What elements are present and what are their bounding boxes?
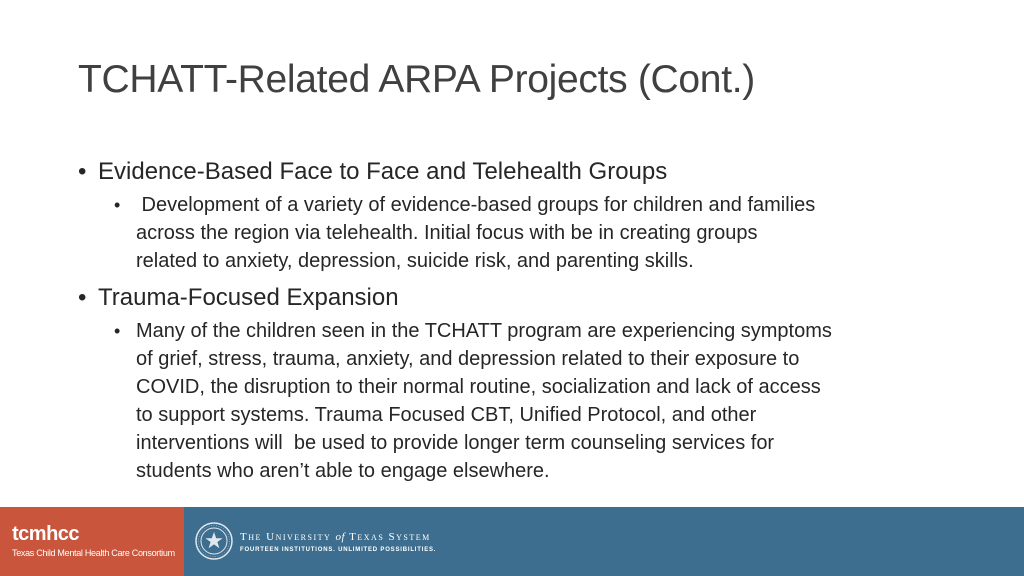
sub-bullet-line: related to anxiety, depression, suicide risk, and parenting skills. bbox=[136, 250, 694, 272]
sub-bullet-line: COVID, the disruption to their normal routine, socialization and lack of access bbox=[136, 376, 821, 398]
sub-bullet-line: interventions will be used to provide longer term counseling services for bbox=[136, 432, 775, 454]
university-seal-icon bbox=[194, 521, 234, 561]
bullet-dot-icon: • bbox=[114, 195, 121, 215]
tcmhcc-subtitle: Texas Child Mental Health Care Consortium bbox=[12, 548, 175, 558]
ut-name-part2: Texas System bbox=[345, 531, 431, 543]
slide-title: TCHATT-Related ARPA Projects (Cont.) bbox=[78, 58, 755, 101]
sub-bullet-line: of grief, stress, trauma, anxiety, and depression related to their exposure to bbox=[136, 348, 800, 370]
sub-bullet-line: Many of the children seen in the TCHATT program are experiencing symptoms bbox=[136, 320, 832, 342]
ut-name-of: of bbox=[335, 531, 346, 543]
sub-bullet-trauma-description bbox=[114, 317, 946, 485]
sub-bullet-line: students who aren’t able to engage elsewhere. bbox=[136, 460, 550, 482]
sub-bullet-line: across the region via telehealth. Initial focus with be in creating groups bbox=[136, 222, 758, 244]
ut-name-part1: The University bbox=[240, 531, 336, 543]
sub-bullet-line: Development of a variety of evidence-based groups for children and families bbox=[136, 194, 816, 216]
tcmhcc-logo-panel bbox=[0, 507, 184, 576]
tcmhcc-logo: tcmhcc bbox=[12, 523, 80, 545]
bullet-list bbox=[78, 155, 958, 485]
bullet-heading: Trauma-Focused Expansion bbox=[98, 284, 399, 311]
ut-system-name bbox=[240, 531, 431, 543]
ut-system-panel bbox=[184, 507, 1024, 576]
bullet-heading: Evidence-Based Face to Face and Telehealth Groups bbox=[98, 158, 668, 185]
sub-bullet-line: to support systems. Trauma Focused CBT, Unified Protocol, and other bbox=[136, 404, 757, 426]
bullet-dot-icon: • bbox=[78, 158, 87, 185]
ut-system-tagline: FOURTEEN INSTITUTIONS. UNLIMITED POSSIBILITIES. bbox=[240, 547, 437, 553]
sub-bullet-groups-description bbox=[114, 191, 946, 275]
footer-bar bbox=[0, 507, 1024, 576]
bullet-dot-icon: • bbox=[114, 321, 121, 341]
bullet-trauma-focused-expansion bbox=[78, 281, 958, 315]
bullet-dot-icon: • bbox=[78, 284, 87, 311]
bullet-evidence-based-groups bbox=[78, 155, 958, 189]
